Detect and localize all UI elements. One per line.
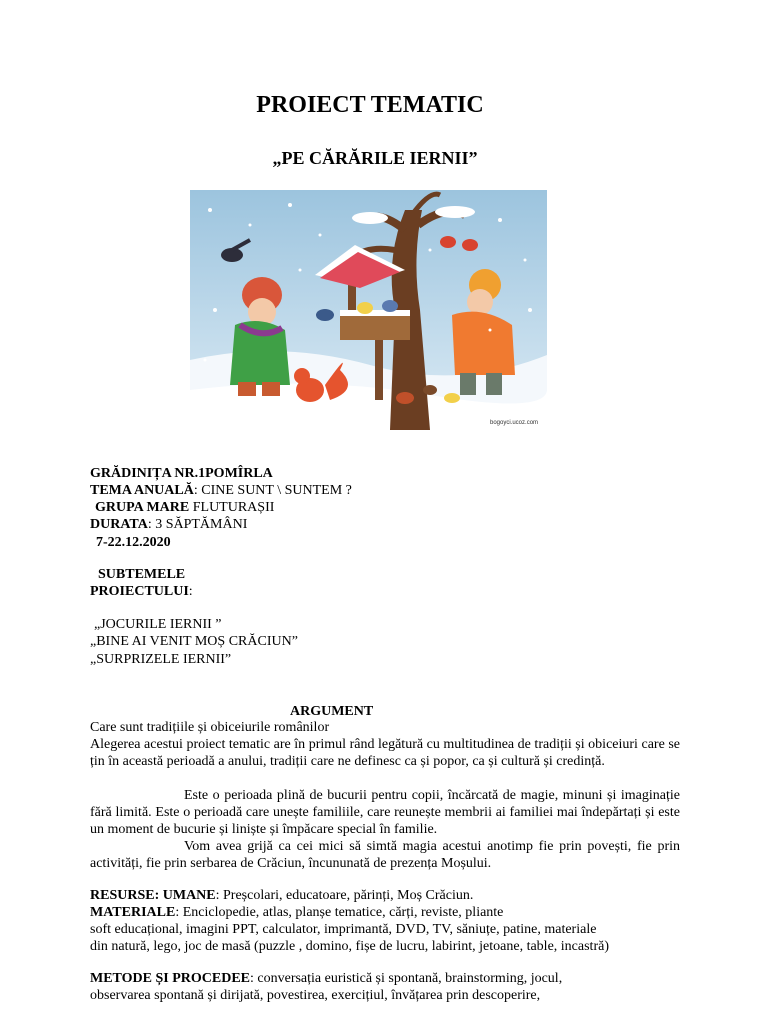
group-label: GRUPA MARE <box>95 500 190 515</box>
duration-value: : 3 SĂPTĂMÂNI <box>147 517 248 532</box>
document-subtitle: „PE CĂRĂRILE IERNII” <box>272 148 478 168</box>
argument-paragraph-4 <box>90 838 680 872</box>
resources-human-value: : Preșcolari, educatoare, părinți, Moș Crăciun. <box>215 888 474 903</box>
materials-line-2: soft educațional, imagini PPT, calculator, imprimantă, DVD, TV, săniuțe, patine, materiale <box>90 922 597 937</box>
argument-paragraph-1: Care sunt tradițiile și obiceiurile românilor <box>90 720 330 735</box>
winter-illustration <box>190 190 547 430</box>
methods <box>90 970 562 987</box>
resources-materials <box>90 904 503 921</box>
argument-heading: ARGUMENT <box>290 704 374 719</box>
argument-paragraph-3-text: Este o perioada plină de bucurii pentru copii, încărcată de magie, minuni și imaginație fără limită. Este o perioadă care unește familiile, care reunește membrii ai familiei mai îndepărtați și este un moment de bucurie și liniște și împăcare special în familie. <box>90 788 680 838</box>
materials-line-1: : Enciclopedie, atlas, planșe tematice, cărți, reviste, pliante <box>175 905 504 920</box>
resources-label: RESURSE: UMANE <box>90 888 216 903</box>
methods-line-2: observarea spontană și dirijată, povestirea, exercițiul, învățarea prin descoperire, <box>90 988 541 1003</box>
subthemes-heading-word: PROIECTULUI <box>90 584 189 599</box>
group <box>95 499 274 516</box>
duration-label: DURATA <box>90 517 148 532</box>
document-title: PROIECT TEMATIC <box>256 92 484 118</box>
subtheme-item: „JOCURILE IERNII ” <box>94 617 222 632</box>
materials-label: MATERIALE <box>90 905 176 920</box>
methods-label: METODE ȘI PROCEDEE <box>90 971 250 986</box>
subtheme-item: „BINE AI VENIT MOȘ CRĂCIUN” <box>90 634 298 649</box>
project-dates: 7-22.12.2020 <box>96 535 171 550</box>
annual-theme-label: TEMA ANUALĂ <box>90 483 194 498</box>
subthemes-heading-line1: SUBTEMELE <box>98 567 186 582</box>
resources-human <box>90 887 473 904</box>
argument-paragraph-4-text: Vom avea grijă ca cei mici să simtă magia acestui anotimp fie prin povești, fie prin activități, fie prin serbarea de Crăciun, încununată de prezența Moșului. <box>90 839 680 872</box>
argument-paragraph-3 <box>90 787 680 839</box>
subthemes-heading-colon: : <box>188 584 193 599</box>
subtheme-item: „SURPRIZELE IERNII” <box>90 652 232 667</box>
annual-theme <box>90 482 352 499</box>
methods-line-1: : conversația euristică și spontană, brainstorming, jocul, <box>250 971 563 986</box>
subthemes-heading-line2 <box>90 583 193 600</box>
group-value: FLUTURAȘII <box>189 500 275 515</box>
duration <box>90 516 247 533</box>
argument-paragraph-2: Alegerea acestui proiect tematic are în primul rând legătură cu multitudinea de tradiții și obiceiuri care se țin în această perioadă a anului, tradiții care ne definesc ca și popor, ca și cultură și credință. <box>90 737 680 770</box>
kindergarten-name: GRĂDINIȚA NR.1POMÎRLA <box>90 466 273 481</box>
annual-theme-value: : CINE SUNT \ SUNTEM ? <box>193 483 352 498</box>
illustration-credit: bogoyci.ucoz.com <box>490 420 539 426</box>
materials-line-3: din natură, lego, joc de masă (puzzle , domino, fișe de lucru, labirint, jetoane, table, incastră) <box>90 939 609 954</box>
